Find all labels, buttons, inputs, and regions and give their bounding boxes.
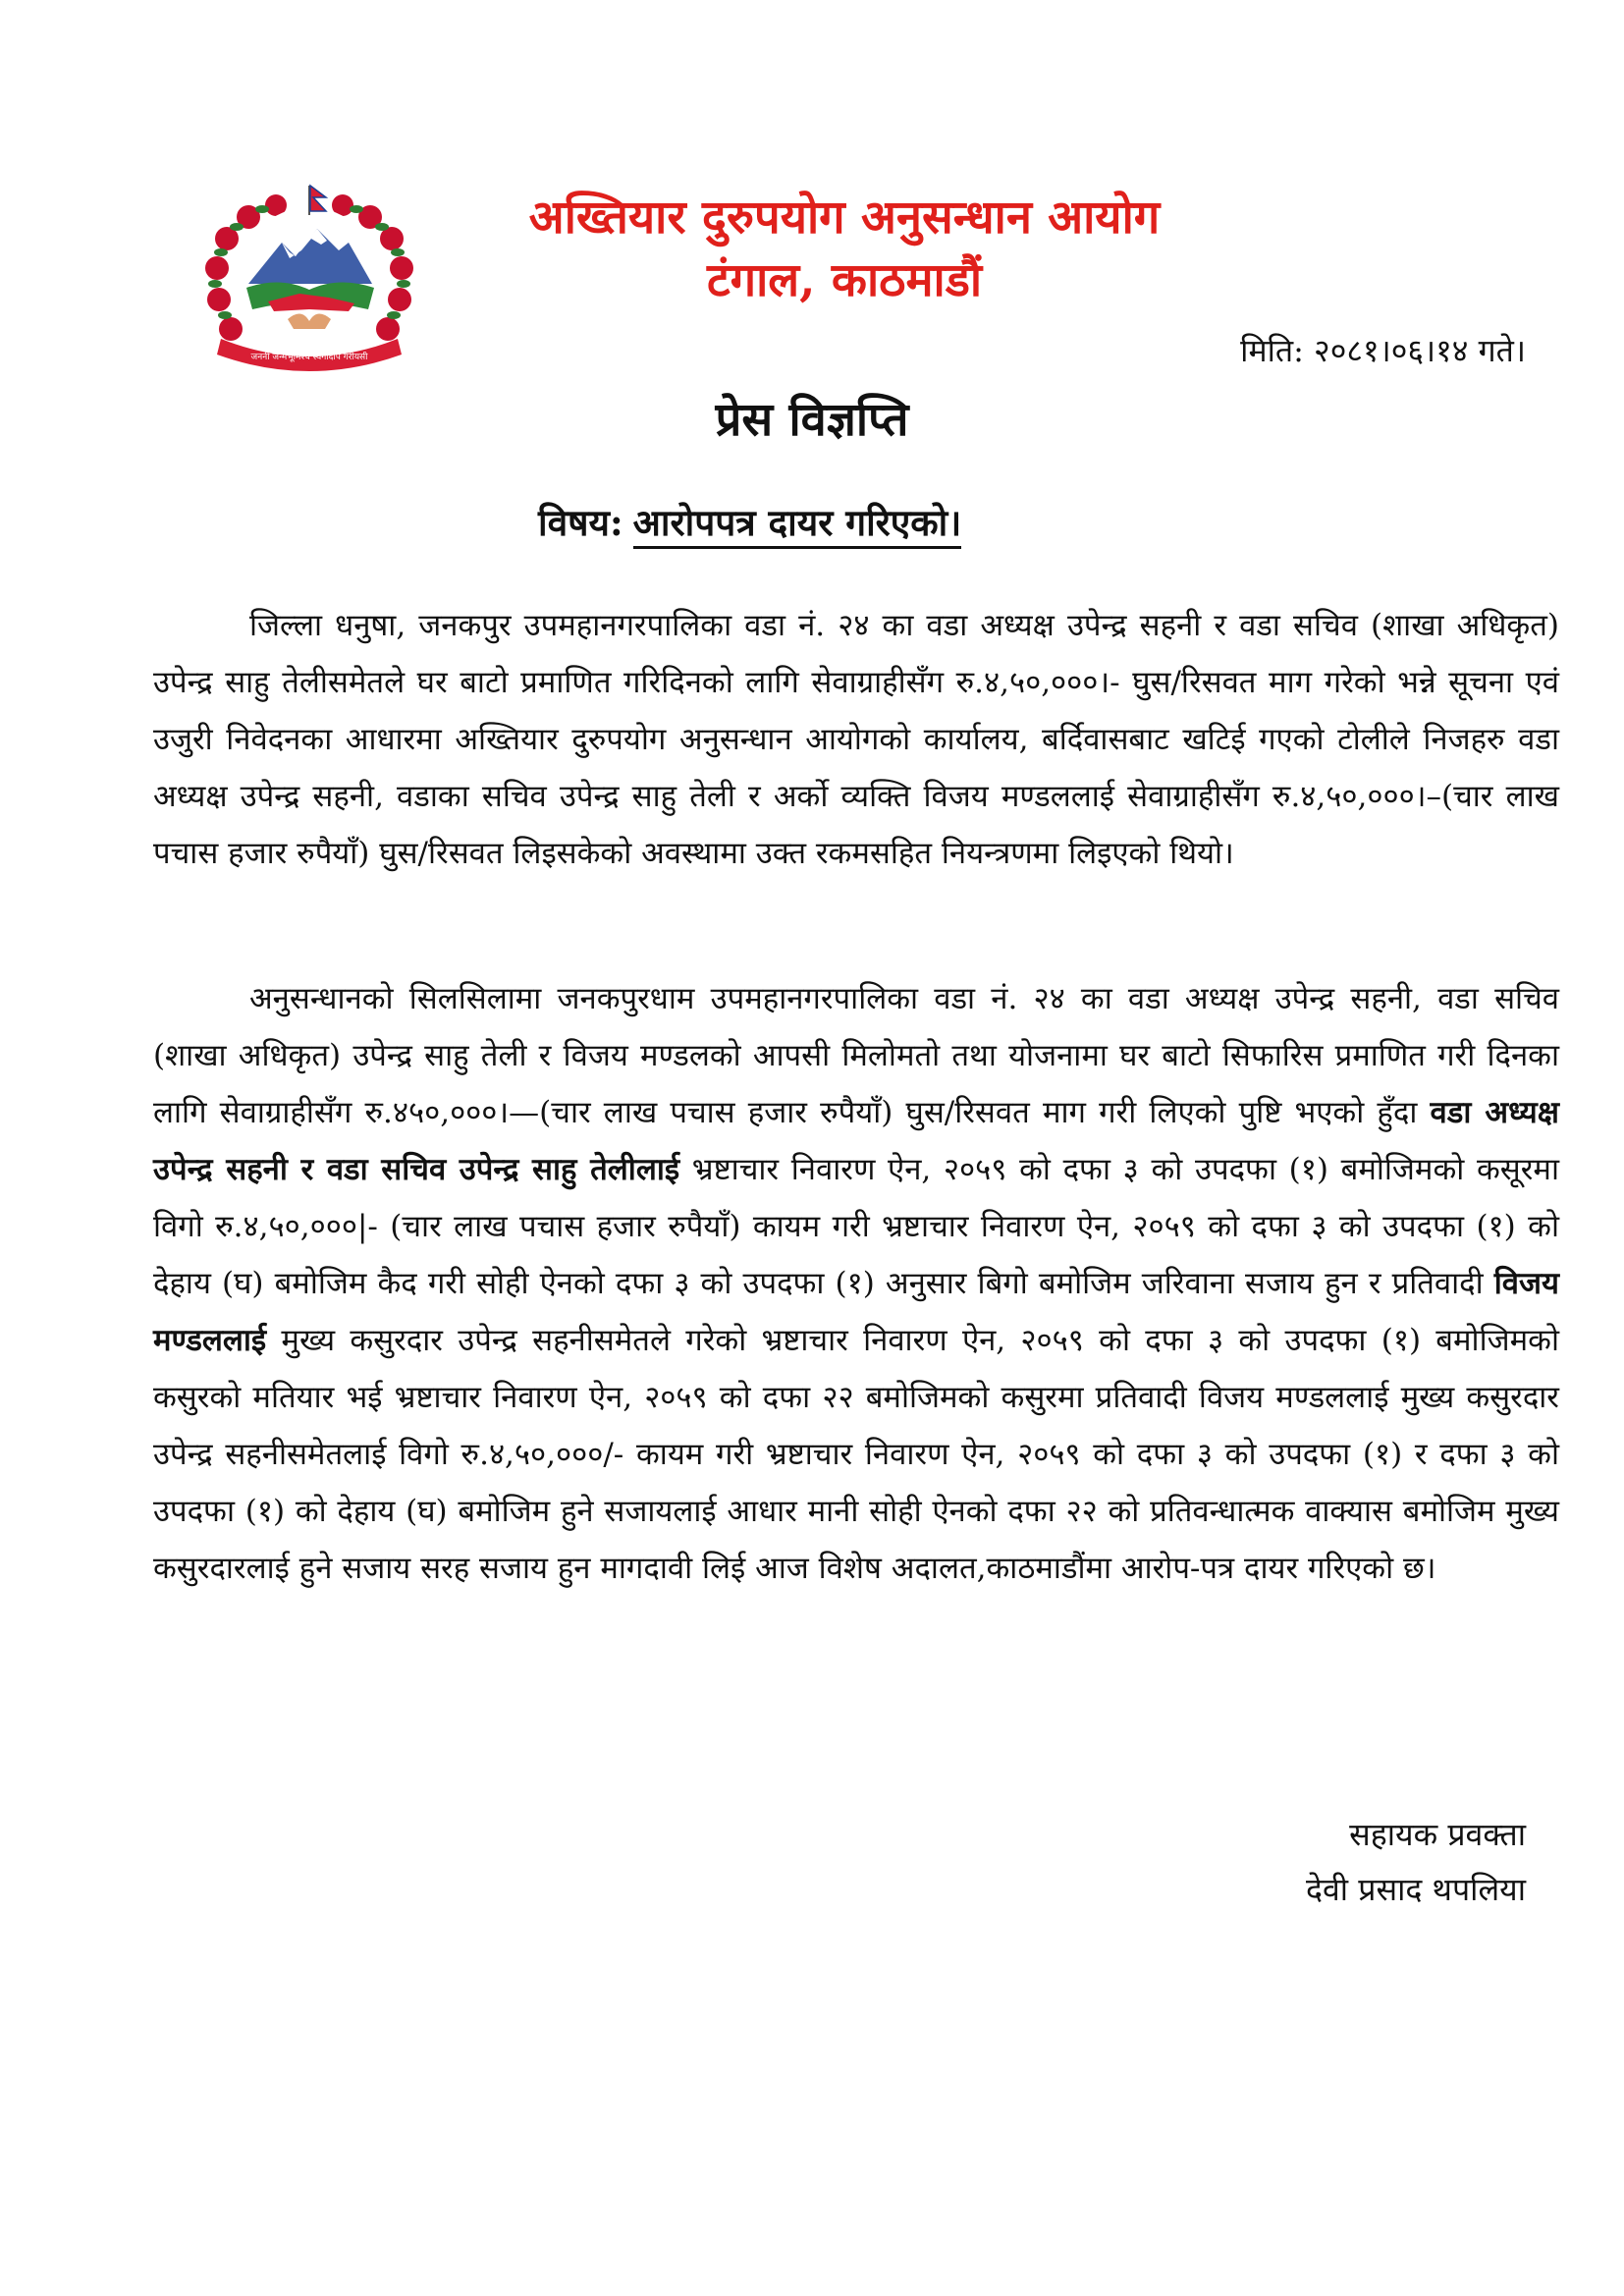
date: मिति: २०८१।०६।१४ गते। [1240,332,1526,369]
paragraph-2 [153,970,1559,1597]
signatory-role: सहायक प्रवक्ता [1349,1816,1526,1853]
subject-text: आरोपपत्र दायर गरिएको। [633,501,962,549]
paragraph-1-text: जिल्ला धनुषा, जनकपुर उपमहानगरपालिका वडा नं. २४ का वडा अध्यक्ष उपेन्द्र सहनी र वडा सचिव (शाखा अधिकृत) उपेन्द्र साहु तेलीसमेतले घर बाटो प्रमाणित गरिदिनको लागि सेवाग्राहीसँग रु.४,५०,०००।- घुस/रिसवत माग गरेको भन्ने सूचना एवं उजुरी निवेदनका आधारमा अख्तियार दुरुपयोग अनुसन्धान आयोगको कार्यालय, बर्दिवासबाट खटिई गएको टोलीले निजहरु वडा अध्यक्ष उपेन्द्र सहनी, वडाका सचिव उपेन्द्र साहु तेली र अर्को व्यक्ति विजय मण्डललाई सेवाग्राहीसँग रु.४,५०,०००।–(चार लाख पचास हजार रुपैयाँ) घुस/रिसवत लिइसकेको अवस्थामा उक्त रकमसहित नियन्त्रणमा लिइएको थियो। [153,608,1559,871]
org-address: टंगाल, काठमाडौं [706,253,983,307]
subject-line [538,496,961,546]
header [461,187,1227,312]
subject-label: विषय: [538,501,623,544]
paragraph-2-part-2: भ्रष्टाचार निवारण ऐन, २०५९ को दफा ३ को उपदफा (१) बमोजिमको कसूरमा विगो रु.४,५०,०००|- (चार लाख पचास हजार रुपैयाँ) कायम गरी भ्रष्टाचार निवारण ऐन, २०५९ को दफा ३ को उपदफा (१) को देहाय (घ) बमोजिम कैद गरी सोही ऐनको दफा ३ को उपदफा (१) अनुसार बिगो बमोजिम जरिवाना सजाय हुन र प्रतिवादी [153,1152,1559,1301]
paragraph-2-text [153,970,1559,1597]
emblem-motto: जननी जन्मभूमिश्च स्वर्गादपि गरीयसी [250,353,368,362]
paragraph-2-part-3: मुख्य कसुरदार उपेन्द्र सहनीसमेतले गरेको भ्रष्टाचार निवारण ऐन, २०५९ को दफा ३ को उपदफा (१) बमोजिमको कसुरको मतियार भई भ्रष्टाचार निवारण ऐन, २०५९ को दफा २२ बमोजिमको कसुरमा प्रतिवादी विजय मण्डललाई मुख्य कसुरदार उपेन्द्र सहनीसमेतलाई विगो रु.४,५०,०००/- कायम गरी भ्रष्टाचार निवारण ऐन, २०५९ को दफा ३ को उपदफा (१) र दफा ३ को उपदफा (१) को देहाय (घ) बमोजिम हुने सजायलाई आधार मानी सोही ऐनको दफा २२ को प्रतिवन्धात्मक वाक्यास बमोजिम मुख्य कसुरदारलाई हुने सजाय सरह सजाय हुन मागदावी लिई आज विशेष अदालत,काठमाडौंमा आरोप-पत्र दायर गरिएको छ। [153,1323,1559,1586]
document-title: प्रेस विज्ञप्ति [715,393,909,447]
paragraph-2-part-1: अनुसन्धानको सिलसिलामा जनकपुरधाम उपमहानगरपालिका वडा नं. २४ का वडा अध्यक्ष उपेन्द्र सहनी, वडा सचिव (शाखा अधिकृत) उपेन्द्र साहु तेली र विजय मण्डलको आपसी मिलोमतो तथा योजनामा घर बाटो सिफारिस प्रमाणित गरी दिनका लागि सेवाग्राहीसँग रु.४५०,०००।—(चार लाख पचास हजार रुपैयाँ) घुस/रिसवत माग गरी लिएको पुष्टि भएको हुँदा [153,981,1559,1130]
paragraph-2-bold-1: वडा अध्यक्ष उपेन्द्र सहनी र वडा सचिव उपेन्द्र साहु तेलीलाई [153,1095,1559,1187]
paragraph-2-bold-2: विजय मण्डललाई [153,1266,1559,1358]
paragraph-1 [153,597,1559,882]
org-name: अख्तियार दुरुपयोग अनुसन्धान आयोग [528,191,1161,245]
signatory-name: देवी प्रसाद थपलिया [1306,1871,1526,1908]
nepal-emblem-icon [191,182,427,378]
signature-block [1306,1807,1526,1917]
